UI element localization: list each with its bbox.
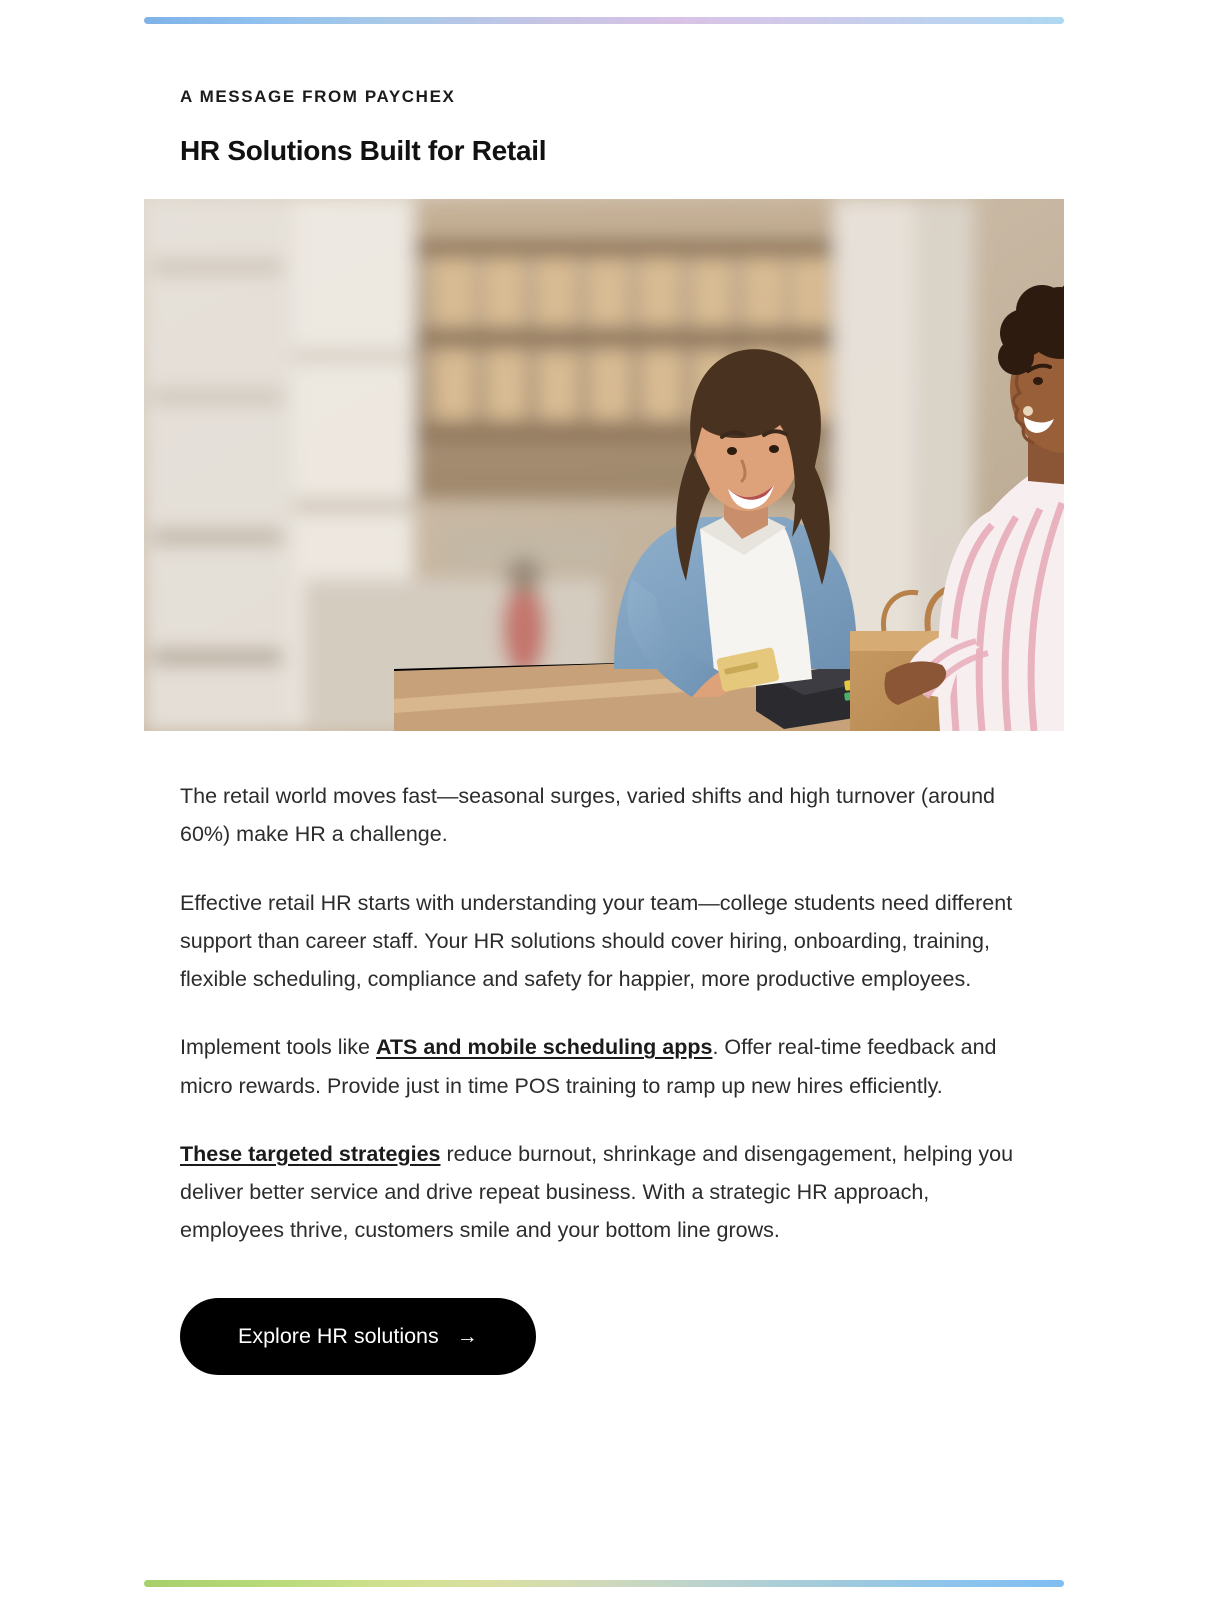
email-container	[0, 17, 1208, 1609]
bottom-gradient-divider	[144, 1580, 1064, 1587]
paragraph-1-text: The retail world moves fast—seasonal surges, varied shifts and high turnover (around 60%) make HR a challenge.	[180, 784, 996, 847]
paragraph-3-text-after: . Offer real-time feedback and micro rewards. Provide just in time POS training to ramp up new hires efficiently.	[180, 1035, 997, 1098]
paragraph-4-text-after: reduce burnout, shrinkage and disengagement, helping you deliver better service and drive repeat business. With a strategic HR approach, employees thrive, customers smile and your bottom line grows.	[180, 1141, 1014, 1243]
email-content	[144, 87, 1064, 1495]
kicker-label: A MESSAGE FROM PAYCHEX	[180, 87, 456, 106]
targeted-strategies-link[interactable]: These targeted strategies	[180, 1141, 441, 1166]
body-copy	[144, 777, 1064, 1250]
hero-image	[144, 199, 1064, 731]
page-title: HR Solutions Built for Retail	[180, 135, 547, 166]
paragraph-4	[180, 1135, 1020, 1250]
paragraph-2-text: Effective retail HR starts with understanding your team—college students need different support than career staff. Your HR solutions should cover hiring, onboarding, training, flexible scheduling, compliance and safety for happier, more productive employees.	[180, 890, 1013, 992]
bottom-spacer	[144, 1375, 1064, 1495]
paragraph-1	[180, 777, 1020, 854]
ats-scheduling-apps-link[interactable]: ATS and mobile scheduling apps	[375, 1035, 713, 1060]
paragraph-3	[180, 1028, 1020, 1105]
top-gradient-divider	[144, 17, 1064, 24]
arrow-right-icon: →	[456, 1324, 478, 1348]
explore-hr-solutions-button[interactable]	[180, 1298, 536, 1375]
cta-label: Explore HR solutions	[238, 1323, 439, 1348]
cta-row	[144, 1298, 1064, 1375]
paragraph-3-text-before: Implement tools like	[180, 1035, 376, 1060]
paragraph-2	[180, 884, 1020, 999]
